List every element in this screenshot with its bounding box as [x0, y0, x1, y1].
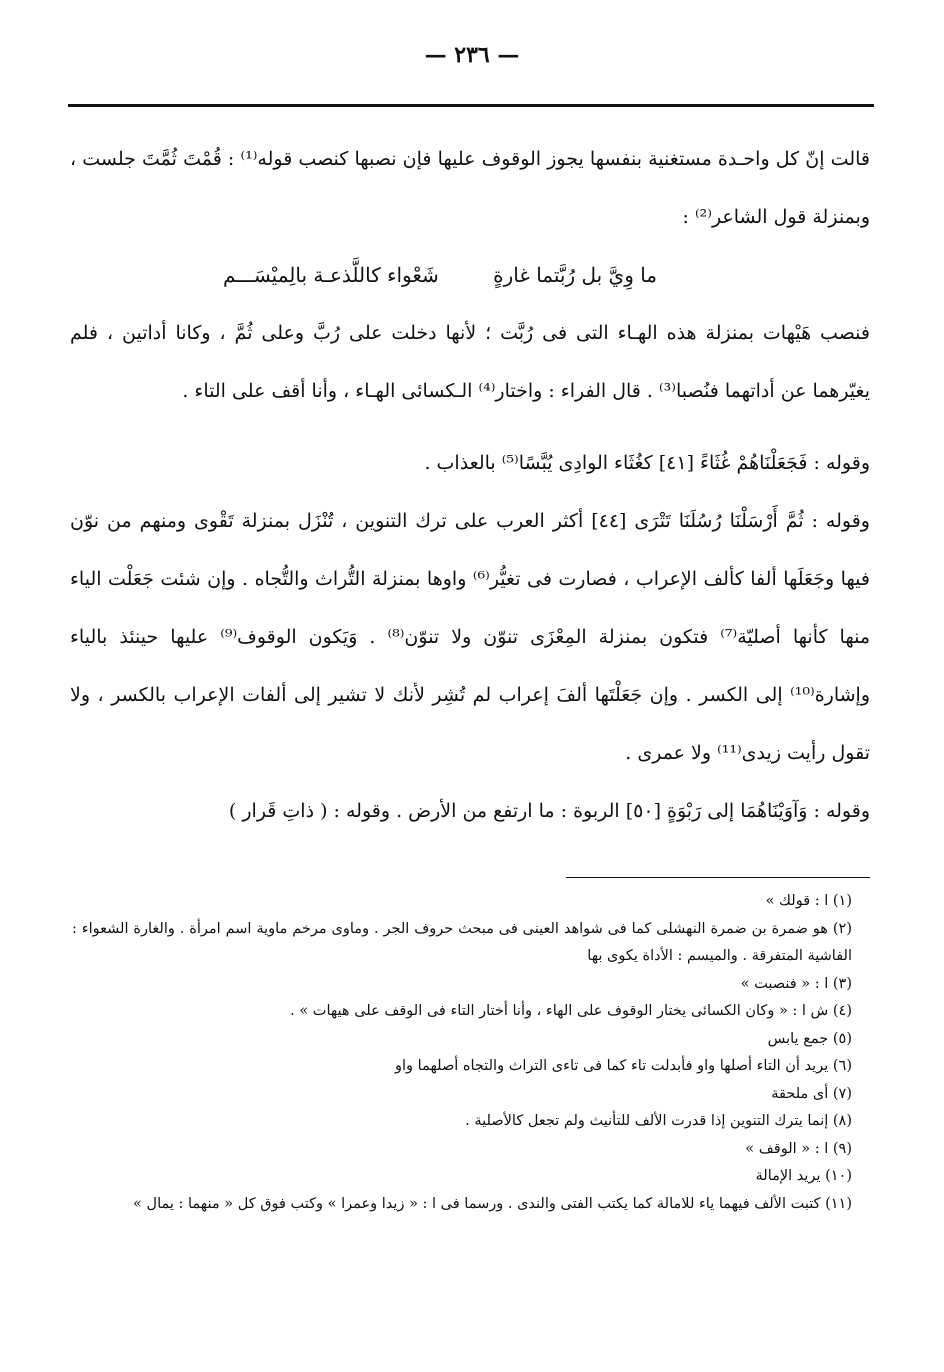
footnote-2: (٢) هو ضمرة بن ضمرة النهشلى كما فى شواهد العينى فى مبحث حروف الجر . وماوى مرخم ماوية اسم امرأة . والغارة الشعواء : الفاشية المتفرقة . والميسم : الأداة يكوى بها: [72, 920, 852, 964]
footnote-5: (٥) جمع يابس: [767, 1030, 852, 1047]
verse-hemistich-first: ما وِيَّ بل رُبَّتما غارةٍ: [493, 263, 658, 287]
footnote-7: (٧) أى ملحقة: [771, 1085, 852, 1102]
footnote-8: (٨) إنما يترك التنوين إذا قدرت الألف للتأنيث ولم تجعل كالأصلية .: [465, 1113, 852, 1129]
paragraph-4: وقوله : ثُمَّ أَرْسَلْنَا رُسُلَنَا تَتْرَى [٤٤] أكثر العرب على ترك التنوين ، تُنْزَل بمنزلة تَقْوى ومنهم من نوّن فيها وجَعَلَها ألفا كألف الإعراب ، فصارت فى تغيُّر⁽⁶⁾ واوها بمنزلة التُّراث والتُّجاه . وإن شئت جَعَلْت الياء منها كأنها أصليّة⁽⁷⁾ فتكون بمنزلة المِعْزَى تنوّن ولا تنوّن⁽⁸⁾ . وَيَكون الوقوف⁽⁹⁾ عليها حينئذ بالياء وإشارة⁽¹⁰⁾ إلى الكسر . وإن جَعَلْتَها ألفَ إعراب لم تُشِر لأنك لا تشير إلى ألفات الإعراب بالكسر ، ولا تقول رأيت زيدى⁽¹¹⁾ ولا عمرى .: [70, 510, 870, 764]
footnote-4: (٤) ش ا : « وكان الكسائى يختار الوقوف على الهاء ، وأنا أختار التاء فى الوقف على هيهات » .: [290, 1003, 852, 1019]
paragraph-3: وقوله : فَجَعَلْنَاهُمْ غُثَاءً [٤١] كغُثَاء الوادِى يُبَّسًا⁽⁵⁾ بالعذاب .: [424, 452, 870, 474]
main-text: [70, 130, 870, 840]
footnote-3: (٣) ا : « فنصبت »: [740, 975, 852, 992]
footnote-rule: [566, 877, 870, 878]
poetry-verse: [70, 246, 870, 304]
footnote-9: (٩) ا : « الوقف »: [745, 1140, 852, 1157]
paragraph-2: فنصب هَيْهات بمنزلة هذه الهـاء التى فى رُبَّت ؛ لأنها دخلت على رُبَّ وعلى ثُمَّ ، وكانا أداتين ، فلم يغيّرهما عن أداتهما فنُصبا⁽³⁾ . قال الفراء : واختار⁽⁴⁾ الـكسائى الهـاء ، وأنا أقف على التاء .: [70, 322, 870, 402]
footnote-6: (٦) يريد أن التاء أصلها واو فأبدلت تاء كما فى تاءى التراث والتجاه أصلهما واو: [395, 1058, 852, 1074]
paragraph-1: قالت إنّ كل واحـدة مستغنية بنفسها يجوز الوقوف عليها فإن نصبها كنصب قوله⁽¹⁾ : قُمْتَ ثُمَّتَ جلست ، وبمنزلة قول الشاعر⁽²⁾ :: [70, 148, 870, 228]
footnote-10: (١٠) يريد الإمالة: [755, 1168, 852, 1184]
verse-hemistich-second: شَعْواء كاللَّذعـة بالِميْسَـــم: [222, 263, 439, 287]
footnote-1: (١) ا : قولك »: [765, 893, 852, 909]
page-number: — ٢٣٦ —: [424, 42, 520, 68]
paragraph-5: وقوله : وَآوَيْنَاهُمَا إلى رَبْوَةٍ [٥٠] الربوة : ما ارتفع من الأرض . وقوله : ( ذاتِ قَرار ): [228, 800, 870, 822]
footnote-11: (١١) كتبت الألف فيهما ياء للامالة كما يكتب الفتى والندى . ورسما فى ا : « زيدا وعمرا » وكتب فوق كل « منهما : يمال »: [133, 1195, 852, 1212]
footnotes: [72, 888, 852, 1218]
header-rule: [68, 104, 874, 107]
